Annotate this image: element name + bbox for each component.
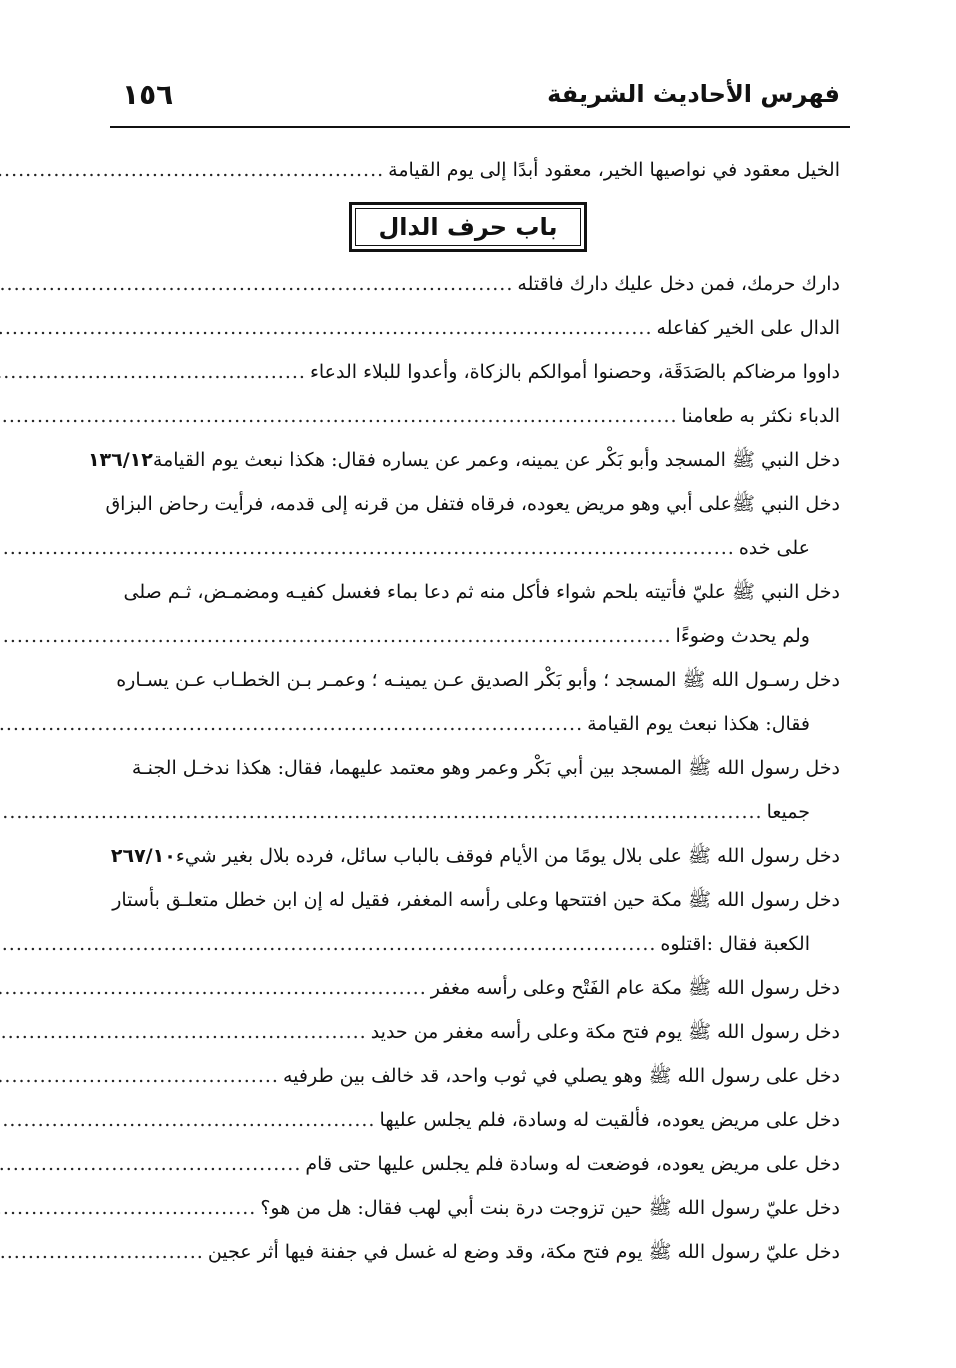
entry-text: الدال على الخير كفاعله <box>656 317 840 339</box>
index-entry <box>96 746 840 834</box>
entry-line <box>96 350 840 394</box>
entry-line <box>96 1010 840 1054</box>
entry-line <box>96 790 840 834</box>
entry-line <box>87 438 840 482</box>
index-entry <box>96 262 840 306</box>
entry-text: دخل رسول الله ﷺ مكة عام الفَتْح وعلى رأسه مغفر <box>430 977 840 999</box>
index-entry <box>96 834 840 878</box>
entry-text: داووا مرضاكم بالصَدَقَة، وحصنوا أموالكم بالزكاة، وأعدوا للبلاء الدعاء <box>309 361 840 383</box>
entry-line <box>96 526 840 570</box>
section-title: باب حرف الدال <box>355 208 580 246</box>
entry-line <box>96 148 840 192</box>
entry-first-line: دخل رسـول الله ﷺ المسجد ؛ وأبو بَكْر الصديق عـن يمينـه ؛ وعمـر بـن الخطـاب عـن يسـاره <box>116 669 840 691</box>
entry-text: دخل رسول الله ﷺ على بلال يومًا من الأيام فوقف بالباب سائل، فرده بلال بغير شيء <box>175 845 840 867</box>
index-entry <box>96 1098 840 1142</box>
leader-dots <box>0 1054 279 1098</box>
entry-line <box>96 1186 840 1230</box>
index-entry <box>96 966 840 1010</box>
entry-reference: ٢٦٧/١٠ <box>110 845 176 867</box>
leader-dots <box>0 262 513 306</box>
leader-dots <box>0 1098 375 1142</box>
entry-line <box>96 966 840 1010</box>
page-number: ١٥٦ <box>122 78 174 111</box>
entry-line <box>96 702 840 746</box>
leader-dots <box>0 1142 301 1186</box>
entry-text: فقال: هكذا نبعث يوم القيامة <box>587 713 810 735</box>
index-entry <box>96 878 840 966</box>
entry-line <box>96 394 840 438</box>
leader-dots <box>0 1186 256 1230</box>
entry-text: ولم يحدث وضوءًا <box>675 625 810 647</box>
entry-first-line: دخل النبي ﷺ عليّ فأتيته بلحم شواء فأكل منه ثم دعا بماء فغسل كفيـه ومضمـض، ثـم صلى <box>123 581 840 603</box>
leader-dots <box>0 526 735 570</box>
entry-text: دارك حرمك، فمن دخل عليك دارك فاقتله <box>517 273 840 295</box>
entry-line <box>96 306 840 350</box>
entry-line <box>96 1098 840 1142</box>
entry-line <box>96 834 840 878</box>
entry-line <box>96 1054 840 1098</box>
entry-first-line: دخل رسول الله ﷺ مكة حين افتتحها وعلى رأسه المغفر، فقيل له إن ابن خطل متعلـق بأستار <box>112 889 840 911</box>
index-entry <box>96 1142 840 1186</box>
entry-text: دخل على مريض يعوده، فألقيت له وسادة، فلم يجلس عليها <box>379 1109 840 1131</box>
leader-dots <box>0 1010 367 1054</box>
leader-dots <box>0 350 306 394</box>
entry-first-line: دخل رسول الله ﷺ المسجد بين أبي بَكْر وعمر وهو معتمد عليهما، فقال: هكذا ندخـل الجنـة <box>131 757 840 779</box>
leader-dots <box>0 306 652 350</box>
entry-text: دخل عليّ رسول الله ﷺ يوم فتح مكة، وقد وضع له غسل في جفنة فيها أثر عجين <box>207 1241 840 1263</box>
leader-dots <box>0 790 763 834</box>
index-entry <box>96 658 840 746</box>
index-entry <box>96 350 840 394</box>
entry-text: الكعبة فقال :اقتلوه <box>660 933 810 955</box>
entry-line <box>96 614 840 658</box>
leader-dots <box>0 394 678 438</box>
leader-dots <box>0 148 384 192</box>
index-entry <box>96 148 840 192</box>
index-entry <box>96 306 840 350</box>
entry-text: دخل عليّ رسول الله ﷺ حين تزوجت درة بنت أبي لهب فقال: هل من هو؟ <box>260 1197 840 1219</box>
entry-text: دخل رسول الله ﷺ يوم فتح مكة وعلى رأسه مغفر من حديد <box>370 1021 840 1043</box>
entry-text: الخيل معقود في نواصيها الخير، معقود أبدًا إلى يوم القيامة <box>388 159 840 181</box>
entry-text: على خده <box>738 537 810 559</box>
entry-text: الدباء نكثر به طعامنا <box>681 405 840 427</box>
entry-line <box>96 1142 840 1186</box>
entry-line <box>96 262 840 306</box>
leader-dots <box>0 966 427 1010</box>
leader-dots <box>0 1230 204 1274</box>
entry-line <box>96 1230 840 1274</box>
index-entry <box>96 482 840 570</box>
section-heading <box>96 192 840 262</box>
index-entry <box>87 438 840 482</box>
index-entry <box>96 1010 840 1054</box>
index-entry <box>96 394 840 438</box>
entry-text: دخل النبي ﷺ المسجد وأبو بَكْر عن يمينه، وعمر عن يساره فقال: هكذا نبعث يوم القيامة <box>152 449 840 471</box>
running-title: فهرس الأحاديث الشريفة <box>547 80 840 108</box>
index-list <box>87 148 840 1274</box>
leader-dots <box>0 922 656 966</box>
index-entry <box>96 1186 840 1230</box>
section-heading-frame <box>349 202 586 252</box>
page-header <box>110 70 850 128</box>
entry-text: دخل على مريض يعوده، فوضعت له وسادة فلم يجلس عليها حتى قام <box>305 1153 840 1175</box>
leader-dots <box>0 702 583 746</box>
index-entry <box>96 1230 840 1274</box>
entry-text: جميعا <box>766 801 810 823</box>
entry-text: دخل على رسول الله ﷺ وهو يصلي في ثوب واحد، قد خالف بين طرفيه <box>282 1065 840 1087</box>
index-entry <box>96 1054 840 1098</box>
index-entry <box>96 570 840 658</box>
entry-reference: ١٣٦/١٢ <box>87 449 153 471</box>
entry-line <box>96 922 840 966</box>
leader-dots <box>0 614 672 658</box>
entry-first-line: دخل النبي ﷺعلى أبي وهو مريض يعوده، فرقاه فتفل من قرنه إلى قدمه، فرأيت رحاض البزاق <box>105 493 840 515</box>
